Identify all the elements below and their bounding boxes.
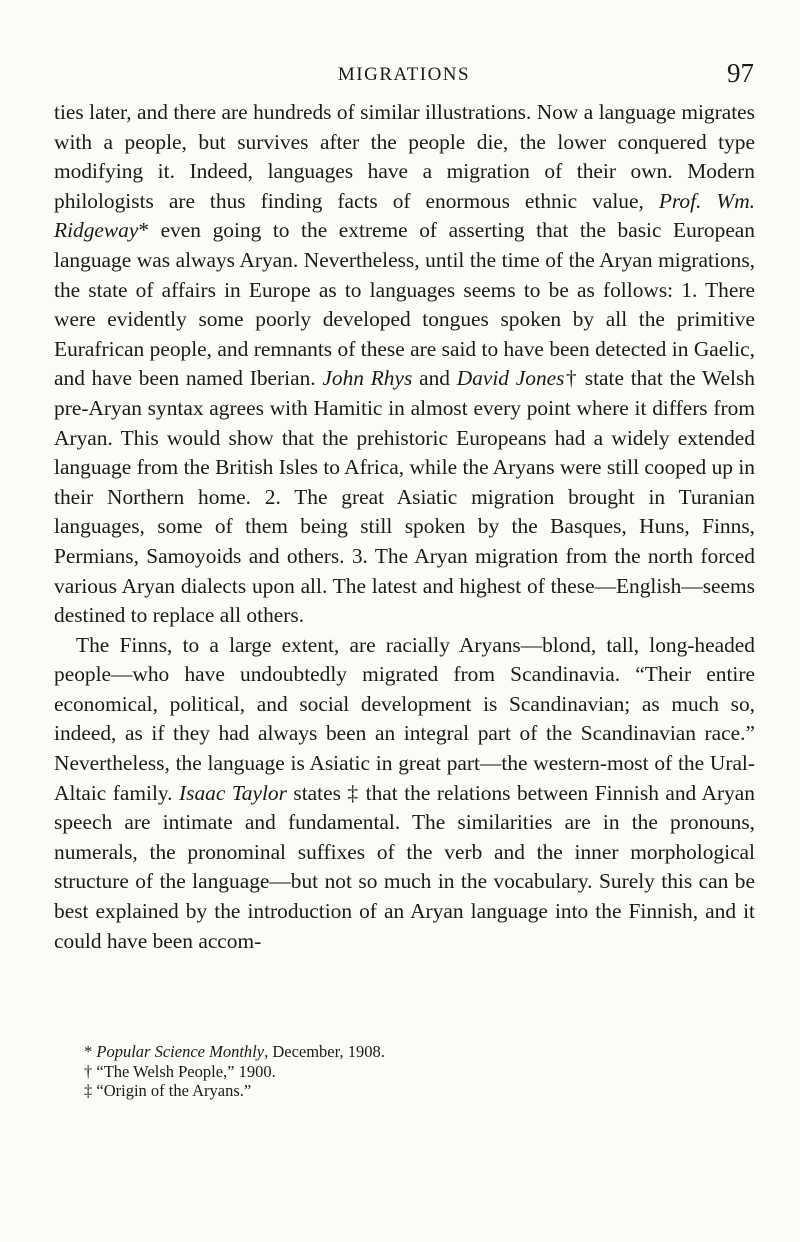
footnote-3: ‡ “Origin of the Aryans.” — [84, 1081, 252, 1100]
footnote-1 — [84, 1042, 734, 1062]
running-head: MIGRATIONS — [337, 64, 471, 85]
footnotes — [84, 1042, 734, 1101]
body-text — [54, 98, 755, 956]
paragraph-1 — [54, 98, 755, 631]
text-run: † state that the Welsh pre-Aryan syntax agrees with Hamitic in almost every point where it differs from Aryan. This would show that the prehistoric Europeans had a widely extended language from the British Isles to Africa, while the Aryans were still cooped up in their Northern home. 2. The great Asiatic migration brought in Turanian languages, some of them being still spoken by the Basques, Huns, Finns, Permians, Samoyoids and others. 3. The Aryan migration from the north forced various Aryan dialects upon all. The latest and highest of these—English—seems destined to replace all others. — [54, 366, 755, 628]
text-run: and — [412, 366, 457, 391]
page-header — [54, 58, 754, 94]
author-name-rhys: John Rhys — [322, 366, 413, 391]
text-run: The Finns, to a large extent, are racially Aryans—blond, tall, long-headed people—who have undoubtedly migrated from Scandinavia. “Their entire economical, political, and social development is Scandinavian; as much so, indeed, as if they had always been an integral part of the Scandinavian race.” Nevertheless, the language is Asiatic in great part—the western-most of the Ural-Altaic family. — [54, 632, 755, 805]
footnote-mark: * — [84, 1042, 97, 1061]
footnote-2: † “The Welsh People,” 1900. — [84, 1061, 276, 1081]
author-name-jones: David Jones — [456, 366, 565, 391]
author-name-taylor: Isaac Taylor — [179, 780, 287, 805]
footnote-source-title: Popular Science Monthly — [96, 1042, 265, 1061]
text-run: states ‡ that the relations between Finnish and Aryan speech are intimate and fundamental. The similarities are in the pronouns, numerals, the pronominal suffixes of the verb and the inner morphological structure of the language—but not so much in the vocabulary. Surely this can be best explained by the introduction of an Aryan language into the Finnish, and it could have been accom- — [54, 780, 755, 953]
text-run: * even going to the extreme of asserting that the basic European language was always Aryan. Nevertheless, until the time of the Aryan migrations, the state of affairs in Europe as to languages seems to be as follows: 1. There were evidently some poorly developed tongues spoken by all the primitive Eurafrican people, and remnants of these are said to have been detected in Gaelic, and have been named Iberian. — [54, 218, 755, 391]
footnote-text: , December, 1908. — [264, 1042, 385, 1061]
paragraph-2 — [54, 631, 755, 957]
text-run: ties later, and there are hundreds of similar illustrations. Now a language migrates with a people, but survives after the people die, the lower conquered type modifying it. Indeed, languages have a migration of their own. Modern philologists are thus finding facts of enormous ethnic value, — [54, 100, 755, 213]
author-name-ridgeway: Prof. Wm. Ridgeway — [54, 188, 755, 243]
page-number: 97 — [727, 58, 754, 88]
